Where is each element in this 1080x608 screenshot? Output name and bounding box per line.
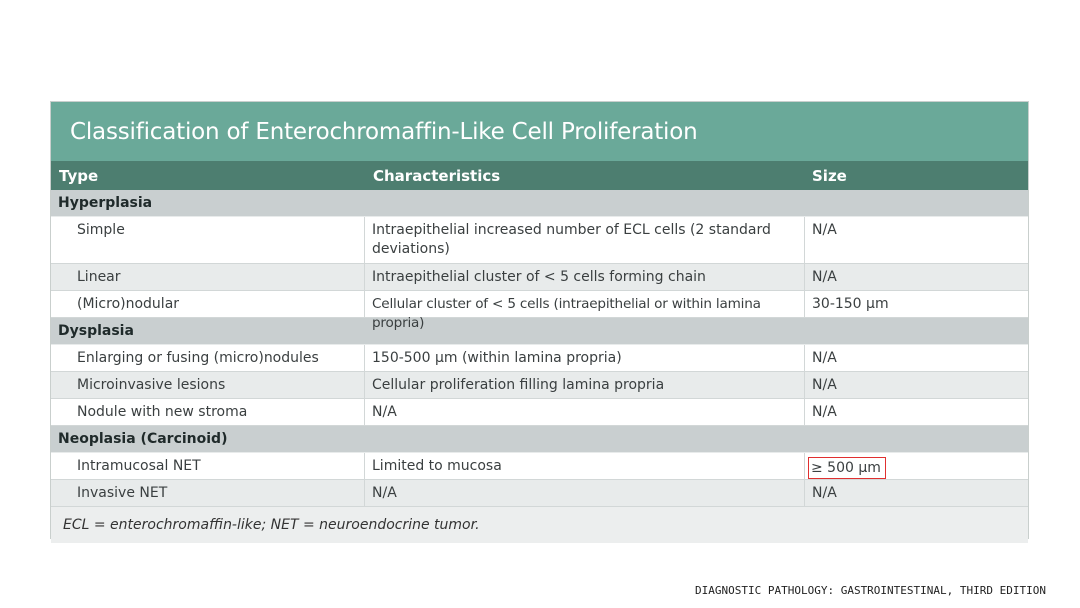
table-row bbox=[51, 264, 1028, 291]
table-title: Classification of Enterochromaffin-Like Cell Proliferation bbox=[51, 102, 1028, 161]
source-caption: DIAGNOSTIC PATHOLOGY: GASTROINTESTINAL, THIRD EDITION bbox=[695, 584, 1046, 597]
table-row bbox=[51, 217, 1028, 264]
row-size: N/A bbox=[812, 404, 837, 420]
row-type: Enlarging or fusing (micro)nodules bbox=[51, 345, 365, 371]
row-characteristics: Limited to mucosa bbox=[365, 453, 805, 479]
row-characteristics: Cellular cluster of < 5 cells (intraepithelial or within lamina propria) bbox=[365, 291, 805, 317]
row-characteristics: Cellular proliferation filling lamina propria bbox=[365, 372, 805, 398]
row-characteristics: Intraepithelial increased number of ECL cells (2 standard deviations) bbox=[365, 217, 805, 263]
row-type: Intramucosal NET bbox=[51, 453, 365, 479]
row-size: 30-150 µm bbox=[812, 296, 889, 312]
row-type: (Micro)nodular bbox=[51, 291, 365, 317]
row-characteristics: N/A bbox=[365, 480, 805, 506]
row-size-cell bbox=[805, 453, 1028, 479]
row-size: N/A bbox=[812, 377, 837, 393]
highlighted-size: ≥ 500 µm bbox=[808, 457, 886, 479]
section-neoplasia: Neoplasia (Carcinoid) bbox=[51, 426, 1028, 453]
row-characteristics: N/A bbox=[365, 399, 805, 425]
classification-table-card bbox=[50, 101, 1029, 539]
row-type: Simple bbox=[51, 217, 365, 263]
section-dysplasia: Dysplasia bbox=[51, 318, 1028, 345]
header-characteristics: Characteristics bbox=[373, 166, 501, 185]
row-size: N/A bbox=[812, 485, 837, 501]
table-row bbox=[51, 345, 1028, 372]
row-type: Nodule with new stroma bbox=[51, 399, 365, 425]
row-type: Microinvasive lesions bbox=[51, 372, 365, 398]
row-characteristics: Intraepithelial cluster of < 5 cells forming chain bbox=[365, 264, 805, 290]
header-type: Type bbox=[59, 166, 99, 185]
row-size: N/A bbox=[812, 269, 837, 285]
table-row bbox=[51, 480, 1028, 507]
table-row bbox=[51, 453, 1028, 480]
row-characteristics: 150-500 µm (within lamina propria) bbox=[365, 345, 805, 371]
row-size: N/A bbox=[812, 222, 837, 238]
section-hyperplasia: Hyperplasia bbox=[51, 190, 1028, 217]
header-size: Size bbox=[812, 166, 847, 185]
row-size: N/A bbox=[812, 350, 837, 366]
row-type: Linear bbox=[51, 264, 365, 290]
table-row bbox=[51, 372, 1028, 399]
table-row bbox=[51, 399, 1028, 426]
table-header-row bbox=[51, 161, 1028, 190]
row-type: Invasive NET bbox=[51, 480, 365, 506]
table-footnote: ECL = enterochromaffin-like; NET = neuroendocrine tumor. bbox=[51, 507, 1028, 543]
